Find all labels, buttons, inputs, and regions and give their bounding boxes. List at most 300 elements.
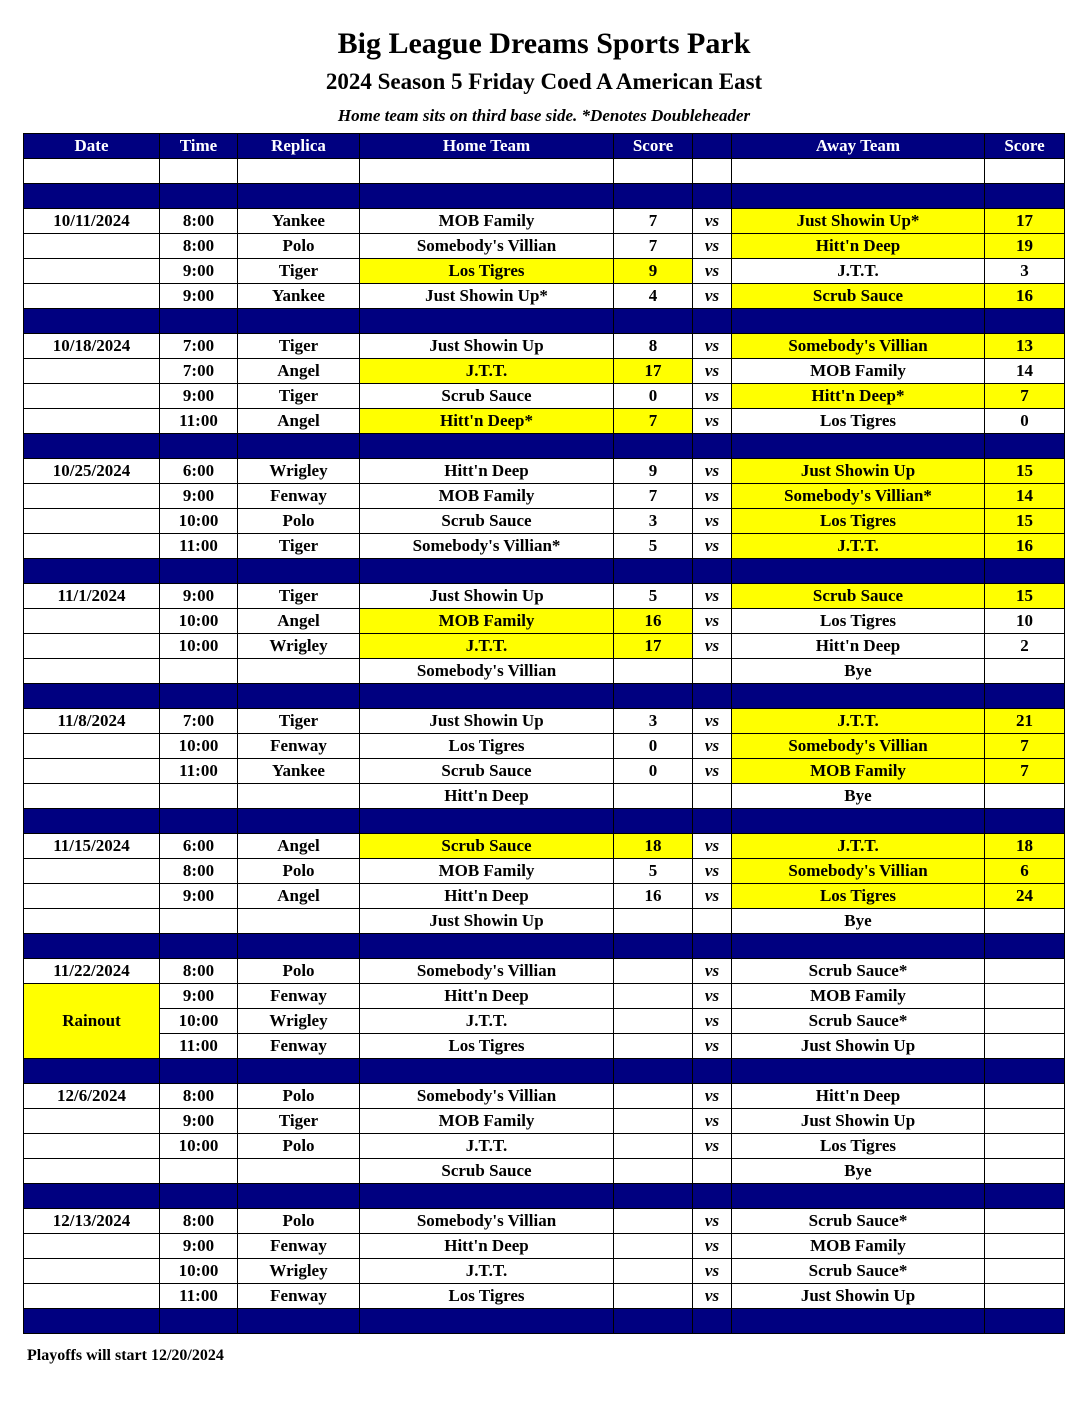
empty-cell [985,1059,1065,1084]
page-subtitle: 2024 Season 5 Friday Coed A American East [325,69,763,94]
empty-cell [614,184,693,209]
separator-row [24,309,1065,334]
time-cell: 10:00 [160,1259,238,1284]
home-score-cell: 4 [614,284,693,309]
away-team-cell: Scrub Sauce* [732,1259,985,1284]
empty-cell [360,1184,614,1209]
empty-cell [732,934,985,959]
date-cell [24,659,160,684]
empty-cell [614,434,693,459]
game-row [24,234,1065,259]
away-score-cell [985,1134,1065,1159]
empty-cell [732,1309,985,1334]
away-score-cell: 7 [985,759,1065,784]
away-score-cell: 16 [985,534,1065,559]
replica-cell: Polo [238,959,360,984]
vs-cell: vs [693,259,732,284]
empty-cell [238,184,360,209]
empty-cell [732,184,985,209]
away-team-cell: MOB Family [732,759,985,784]
date-cell [24,784,160,809]
home-score-cell: 9 [614,459,693,484]
date-cell: 10/18/2024 [24,334,160,359]
empty-cell [360,309,614,334]
home-team-cell: J.T.T. [360,634,614,659]
time-cell: 10:00 [160,509,238,534]
vs-cell: vs [693,234,732,259]
empty-cell [985,309,1065,334]
time-cell: 6:00 [160,459,238,484]
time-cell [160,659,238,684]
home-team-cell: Somebody's Villian [360,234,614,259]
away-team-cell: Bye [732,1159,985,1184]
time-cell [160,1159,238,1184]
date-cell [24,634,160,659]
empty-cell [360,934,614,959]
time-cell: 9:00 [160,884,238,909]
empty-cell [24,684,160,709]
empty-cell [360,434,614,459]
game-row [24,1284,1065,1309]
empty-cell [24,309,160,334]
game-row [24,859,1065,884]
empty-cell [160,934,238,959]
replica-cell: Wrigley [238,459,360,484]
home-score-cell [614,1109,693,1134]
game-row [24,609,1065,634]
replica-cell: Fenway [238,484,360,509]
empty-cell [693,1184,732,1209]
away-score-cell: 19 [985,234,1065,259]
home-team-cell: Hitt'n Deep [360,1234,614,1259]
empty-cell [732,1059,985,1084]
schedule-table [23,133,1065,1334]
home-team-cell: Los Tigres [360,259,614,284]
playoffs-note: Playoffs will start 12/20/2024 [27,1347,224,1364]
vs-cell: vs [693,509,732,534]
home-team-cell: J.T.T. [360,1259,614,1284]
date-cell [24,284,160,309]
replica-cell: Tiger [238,384,360,409]
away-score-cell: 15 [985,584,1065,609]
empty-cell [985,809,1065,834]
col-header-vs [693,134,732,159]
empty-cell [693,1059,732,1084]
game-row [24,1034,1065,1059]
empty-cell [614,1059,693,1084]
away-team-cell: Somebody's Villian* [732,484,985,509]
empty-cell [24,934,160,959]
replica-cell [238,1159,360,1184]
empty-cell [732,159,985,184]
date-cell [24,1259,160,1284]
home-team-cell: J.T.T. [360,359,614,384]
time-cell: 7:00 [160,359,238,384]
vs-cell: vs [693,1109,732,1134]
away-score-cell: 2 [985,634,1065,659]
time-cell: 9:00 [160,284,238,309]
home-team-cell: Somebody's Villian [360,1084,614,1109]
replica-cell: Fenway [238,734,360,759]
home-team-cell: Scrub Sauce [360,1159,614,1184]
home-score-cell: 18 [614,834,693,859]
away-score-cell: 14 [985,484,1065,509]
separator-row [24,1184,1065,1209]
replica-cell: Angel [238,409,360,434]
home-team-cell: J.T.T. [360,1009,614,1034]
replica-cell: Tiger [238,1109,360,1134]
game-row [24,1084,1065,1109]
empty-cell [693,934,732,959]
game-row [24,534,1065,559]
col-header-replica: Replica [238,134,360,159]
col-header-date: Date [24,134,160,159]
home-team-cell: MOB Family [360,1109,614,1134]
time-cell: 11:00 [160,1284,238,1309]
time-cell: 9:00 [160,584,238,609]
empty-cell [160,559,238,584]
date-cell [24,759,160,784]
home-score-cell: 7 [614,209,693,234]
time-cell: 11:00 [160,759,238,784]
away-team-cell: J.T.T. [732,259,985,284]
empty-cell [693,684,732,709]
empty-cell [360,1059,614,1084]
home-team-cell: Just Showin Up [360,909,614,934]
empty-cell [24,184,160,209]
date-cell [24,384,160,409]
away-score-cell [985,784,1065,809]
time-cell: 9:00 [160,259,238,284]
home-score-cell: 7 [614,409,693,434]
game-row [24,634,1065,659]
empty-cell [985,934,1065,959]
empty-cell [985,1184,1065,1209]
time-cell: 10:00 [160,634,238,659]
empty-cell [693,159,732,184]
away-score-cell [985,984,1065,1009]
home-team-cell: Hitt'n Deep [360,784,614,809]
empty-cell [614,934,693,959]
home-score-cell: 3 [614,509,693,534]
game-row [24,959,1065,984]
away-team-cell: Just Showin Up [732,459,985,484]
away-score-cell: 7 [985,734,1065,759]
col-header-home-team: Home Team [360,134,614,159]
empty-cell [160,434,238,459]
empty-cell [24,434,160,459]
away-team-cell: Los Tigres [732,884,985,909]
empty-cell [24,159,160,184]
empty-cell [732,809,985,834]
replica-cell: Polo [238,509,360,534]
vs-cell: vs [693,1284,732,1309]
date-cell: 11/22/2024 [24,959,160,984]
separator-row [24,1309,1065,1334]
time-cell: 9:00 [160,484,238,509]
empty-cell [160,1184,238,1209]
empty-cell [693,1309,732,1334]
home-team-cell: Just Showin Up [360,709,614,734]
home-team-cell: Just Showin Up [360,334,614,359]
vs-cell: vs [693,884,732,909]
vs-cell: vs [693,384,732,409]
vs-cell: vs [693,209,732,234]
time-cell: 7:00 [160,334,238,359]
replica-cell: Wrigley [238,1259,360,1284]
away-team-cell: Los Tigres [732,609,985,634]
replica-cell: Tiger [238,534,360,559]
away-team-cell: Somebody's Villian [732,859,985,884]
empty-cell [360,184,614,209]
home-score-cell: 3 [614,709,693,734]
home-score-cell: 7 [614,234,693,259]
separator-row [24,184,1065,209]
home-score-cell [614,1234,693,1259]
empty-cell [238,309,360,334]
time-cell [160,784,238,809]
replica-cell: Tiger [238,584,360,609]
home-team-cell: Los Tigres [360,734,614,759]
vs-cell: vs [693,334,732,359]
empty-cell [985,184,1065,209]
home-score-cell [614,1159,693,1184]
time-cell: 10:00 [160,609,238,634]
vs-cell: vs [693,534,732,559]
vs-cell: vs [693,459,732,484]
date-cell [24,359,160,384]
home-team-cell: Hitt'n Deep* [360,409,614,434]
empty-cell [614,309,693,334]
home-team-cell: Scrub Sauce [360,509,614,534]
vs-cell [693,909,732,934]
away-score-cell [985,1034,1065,1059]
vs-cell [693,784,732,809]
away-team-cell: Scrub Sauce [732,584,985,609]
empty-cell [24,809,160,834]
empty-cell [238,684,360,709]
empty-cell [360,809,614,834]
date-cell [24,1134,160,1159]
empty-cell [238,934,360,959]
game-row [24,584,1065,609]
replica-cell: Wrigley [238,634,360,659]
vs-cell: vs [693,1084,732,1109]
time-cell: 9:00 [160,384,238,409]
home-team-cell: Somebody's Villian [360,1209,614,1234]
away-team-cell: Somebody's Villian [732,734,985,759]
game-row [24,284,1065,309]
away-team-cell: Just Showin Up [732,1284,985,1309]
replica-cell [238,909,360,934]
away-score-cell [985,1109,1065,1134]
home-team-cell: MOB Family [360,859,614,884]
replica-cell: Fenway [238,1284,360,1309]
home-score-cell [614,959,693,984]
empty-cell [360,159,614,184]
home-score-cell [614,1034,693,1059]
home-score-cell: 7 [614,484,693,509]
vs-cell: vs [693,1259,732,1284]
away-score-cell: 10 [985,609,1065,634]
game-row [24,384,1065,409]
home-team-cell: Somebody's Villian [360,659,614,684]
away-score-cell: 16 [985,284,1065,309]
empty-cell [238,159,360,184]
away-team-cell: MOB Family [732,984,985,1009]
time-cell: 11:00 [160,1034,238,1059]
replica-cell: Angel [238,834,360,859]
vs-cell [693,1159,732,1184]
time-cell: 9:00 [160,1234,238,1259]
game-row [24,509,1065,534]
empty-cell [238,809,360,834]
away-team-cell: Just Showin Up [732,1034,985,1059]
empty-cell [160,809,238,834]
replica-cell: Polo [238,1084,360,1109]
home-score-cell: 5 [614,584,693,609]
time-cell: 8:00 [160,959,238,984]
page-title: Big League Dreams Sports Park [337,27,751,60]
vs-cell: vs [693,1234,732,1259]
home-team-cell: Just Showin Up [360,584,614,609]
replica-cell: Angel [238,609,360,634]
vs-cell: vs [693,1209,732,1234]
home-score-cell: 17 [614,359,693,384]
away-team-cell: Hitt'n Deep [732,634,985,659]
empty-cell [238,1059,360,1084]
separator-row [24,434,1065,459]
empty-cell [360,559,614,584]
empty-cell [693,309,732,334]
vs-cell: vs [693,759,732,784]
away-team-cell: Hitt'n Deep* [732,384,985,409]
date-cell [24,909,160,934]
date-cell [24,1284,160,1309]
col-header-time: Time [160,134,238,159]
replica-cell: Polo [238,234,360,259]
empty-cell [693,184,732,209]
col-header-away-team: Away Team [732,134,985,159]
away-score-cell: 17 [985,209,1065,234]
away-score-cell: 24 [985,884,1065,909]
home-score-cell: 0 [614,384,693,409]
game-row [24,709,1065,734]
game-row [24,834,1065,859]
time-cell: 9:00 [160,1109,238,1134]
game-row [24,459,1065,484]
date-cell [24,1109,160,1134]
time-cell: 7:00 [160,709,238,734]
home-team-cell: J.T.T. [360,1134,614,1159]
time-cell: 8:00 [160,1084,238,1109]
date-cell: 12/6/2024 [24,1084,160,1109]
date-cell [24,859,160,884]
away-score-cell: 21 [985,709,1065,734]
replica-cell: Tiger [238,259,360,284]
date-cell: 11/1/2024 [24,584,160,609]
replica-cell: Yankee [238,759,360,784]
empty-cell [732,684,985,709]
home-score-cell: 16 [614,609,693,634]
empty-cell [238,434,360,459]
date-cell [24,484,160,509]
game-row [24,484,1065,509]
home-score-cell: 17 [614,634,693,659]
game-row [24,1134,1065,1159]
vs-cell: vs [693,959,732,984]
away-score-cell [985,1259,1065,1284]
empty-cell [160,684,238,709]
home-score-cell: 5 [614,534,693,559]
home-score-cell: 16 [614,884,693,909]
empty-cell [985,559,1065,584]
vs-cell: vs [693,484,732,509]
empty-cell [160,1309,238,1334]
empty-cell [160,1059,238,1084]
game-row [24,1009,1065,1034]
away-team-cell: Hitt'n Deep [732,234,985,259]
away-team-cell: Bye [732,784,985,809]
rainout-cell: Rainout [24,984,160,1059]
time-cell: 8:00 [160,209,238,234]
home-team-cell: Scrub Sauce [360,834,614,859]
home-team-cell: Hitt'n Deep [360,459,614,484]
time-cell [160,909,238,934]
empty-cell [614,684,693,709]
game-row [24,1159,1065,1184]
empty-cell [24,1059,160,1084]
game-row [24,1209,1065,1234]
empty-cell [614,1309,693,1334]
away-score-cell: 3 [985,259,1065,284]
home-score-cell [614,1084,693,1109]
empty-cell [985,434,1065,459]
time-cell: 8:00 [160,859,238,884]
empty-cell [24,1309,160,1334]
empty-cell [732,1184,985,1209]
vs-cell: vs [693,359,732,384]
date-cell [24,609,160,634]
date-cell [24,884,160,909]
game-row [24,659,1065,684]
away-team-cell: Just Showin Up* [732,209,985,234]
empty-cell [160,184,238,209]
home-score-cell: 8 [614,334,693,359]
empty-cell [693,809,732,834]
empty-cell [238,559,360,584]
away-team-cell: Los Tigres [732,409,985,434]
time-cell: 10:00 [160,1009,238,1034]
replica-cell: Angel [238,884,360,909]
away-score-cell [985,909,1065,934]
home-team-cell: Scrub Sauce [360,759,614,784]
empty-cell [614,809,693,834]
replica-cell: Tiger [238,334,360,359]
home-score-cell: 5 [614,859,693,884]
away-score-cell [985,1209,1065,1234]
home-score-cell [614,909,693,934]
empty-cell [693,434,732,459]
away-team-cell: J.T.T. [732,534,985,559]
empty-cell [985,1309,1065,1334]
replica-cell: Angel [238,359,360,384]
game-row [24,209,1065,234]
home-score-cell: 0 [614,734,693,759]
away-team-cell: Scrub Sauce* [732,1009,985,1034]
date-cell: 10/25/2024 [24,459,160,484]
game-row [24,784,1065,809]
